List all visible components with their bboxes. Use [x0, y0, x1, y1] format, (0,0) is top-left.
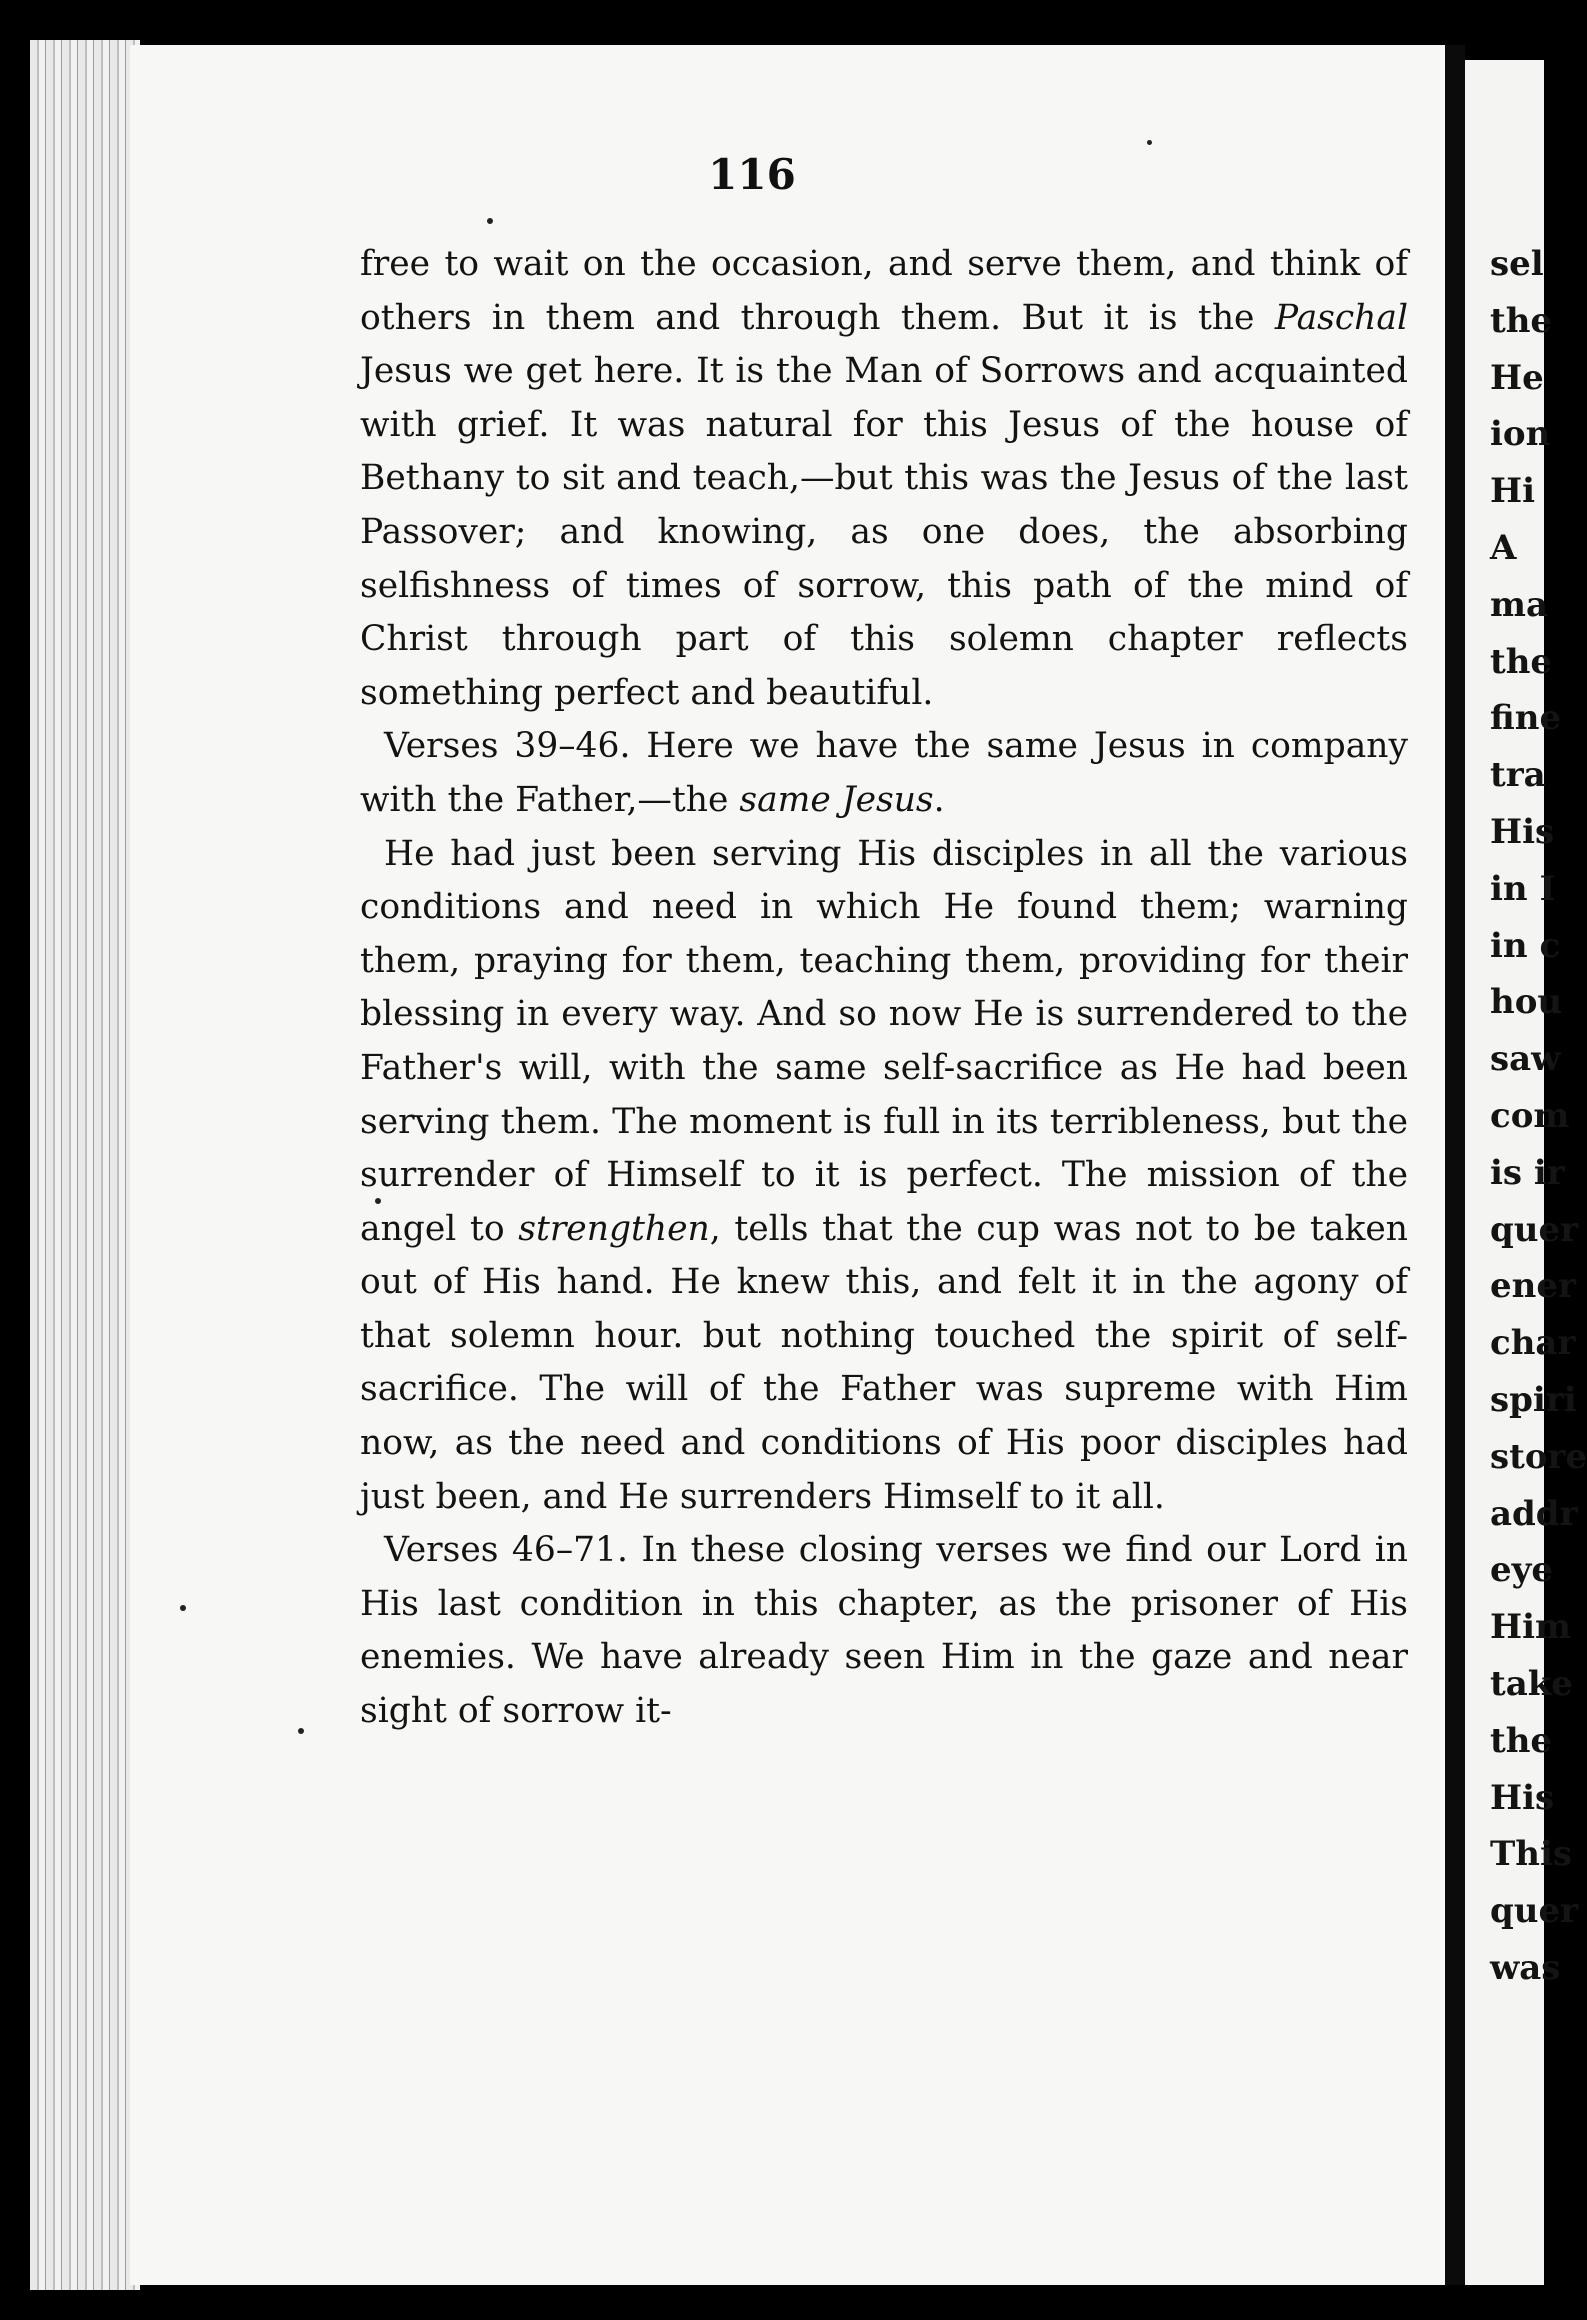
facing-page-line-fragment: His	[1490, 811, 1555, 852]
book-gutter	[1445, 45, 1465, 2285]
facing-page-line-fragment: hou	[1490, 982, 1563, 1023]
paragraph	[360, 720, 1408, 827]
print-speck	[375, 1198, 381, 1204]
facing-page-line-fragment: sel	[1490, 244, 1544, 284]
facing-page-line-fragment: ma	[1490, 584, 1549, 625]
paragraph	[360, 1524, 1408, 1738]
facing-page-line-fragment: the	[1490, 641, 1553, 682]
facing-page-line-fragment: His	[1490, 1777, 1555, 1818]
facing-page-line-fragment: in c	[1490, 925, 1561, 966]
facing-page-line-fragment: take	[1490, 1663, 1573, 1704]
facing-page-line-fragment: in I	[1490, 868, 1556, 909]
print-speck	[1147, 140, 1152, 145]
facing-page-line-fragment: Hi	[1490, 471, 1536, 512]
facing-page-line-fragment: Him	[1490, 1607, 1572, 1648]
facing-page-line-fragment: saw	[1490, 1039, 1561, 1080]
facing-page-line-fragment: com	[1490, 1095, 1570, 1136]
facing-page-line-fragment: fine	[1490, 698, 1562, 739]
italic-phrase: strengthen	[518, 1208, 710, 1249]
facing-page-line-fragment: This	[1490, 1834, 1573, 1875]
facing-page-line-fragment: store	[1490, 1436, 1587, 1477]
facing-page-line-fragment: quer	[1490, 1209, 1579, 1250]
text-run: He had just been serving His disciples in all the various conditions and need in which He found them; warning them, praying for them, teaching them, providing for their blessing in every way. And so now He is surrendered to the Father's will, with the same self-sacrifice as He had been serving them. The moment is full in its terribleness, but the surrender of Himself to it is perfect. The mission of the angel to	[360, 833, 1408, 1249]
print-speck	[298, 1728, 304, 1734]
paragraph	[360, 828, 1408, 1525]
facing-page-line-fragment: He	[1490, 357, 1544, 398]
text-run: .	[933, 779, 945, 820]
facing-page-line-fragment: is ir	[1490, 1152, 1565, 1193]
facing-page-line-fragment: A	[1490, 527, 1517, 568]
text-run: Jesus we get here. It is the Man of Sorrows and acquainted with grief. It was natural for this Jesus of the house of Bethany to sit and teach,—but this was the Jesus of the last Passover; and knowing, as one does, the absorbing selfishness of times of sorrow, this path of the mind of Christ through part of this solemn chapter reflects something perfect and beautiful.	[360, 351, 1408, 713]
facing-page-line-fragment: ion	[1490, 414, 1551, 455]
facing-page-line-fragment: spiri	[1490, 1379, 1577, 1420]
text-run: Verses 46–71. In these closing verses we find our Lord in His last condition in this chapter, as the prisoner of His enemies. We have already seen Him in the gaze and near sight of sorrow it-	[360, 1530, 1408, 1732]
facing-page-line-fragment: ener	[1490, 1266, 1576, 1307]
facing-page-line-fragment: eye	[1490, 1550, 1554, 1591]
facing-page-sliver	[1465, 60, 1587, 2285]
italic-phrase: same Jesus	[739, 779, 934, 820]
text-run: Verses 39–46. Here we have the same Jesus in company with the Father,—the	[360, 726, 1408, 820]
text-run: free to wait on the occasion, and serve them, and think of others in them and through them. But it is the	[360, 244, 1408, 338]
facing-page-text-fragments	[1490, 236, 1587, 1997]
facing-page-line-fragment: addr	[1490, 1493, 1578, 1534]
paragraph	[360, 238, 1408, 720]
facing-page-line-fragment: char	[1490, 1323, 1576, 1364]
facing-page-line-fragment: tra	[1490, 755, 1546, 796]
print-speck	[180, 1605, 186, 1611]
facing-page-line-fragment: was	[1490, 1947, 1561, 1988]
facing-page-line-fragment: the	[1490, 300, 1553, 341]
text-run: , tells that the cup was not to be taken out of His hand. He knew this, and felt it in the agony of that solemn hour. but nothing touched the spirit of self-sacrifice. The will of the Father was supreme with Him now, as the need and conditions of His poor disciples had just been, and He surrenders Himself to it all.	[360, 1208, 1408, 1517]
facing-page-line-fragment: quer	[1490, 1891, 1579, 1932]
page-edge-stack	[30, 40, 140, 2290]
italic-phrase: Paschal	[1274, 297, 1408, 338]
facing-page-line-fragment: the	[1490, 1720, 1553, 1761]
page-body-text	[360, 238, 1408, 1739]
page-number: 116	[708, 150, 796, 199]
print-speck	[487, 218, 493, 224]
